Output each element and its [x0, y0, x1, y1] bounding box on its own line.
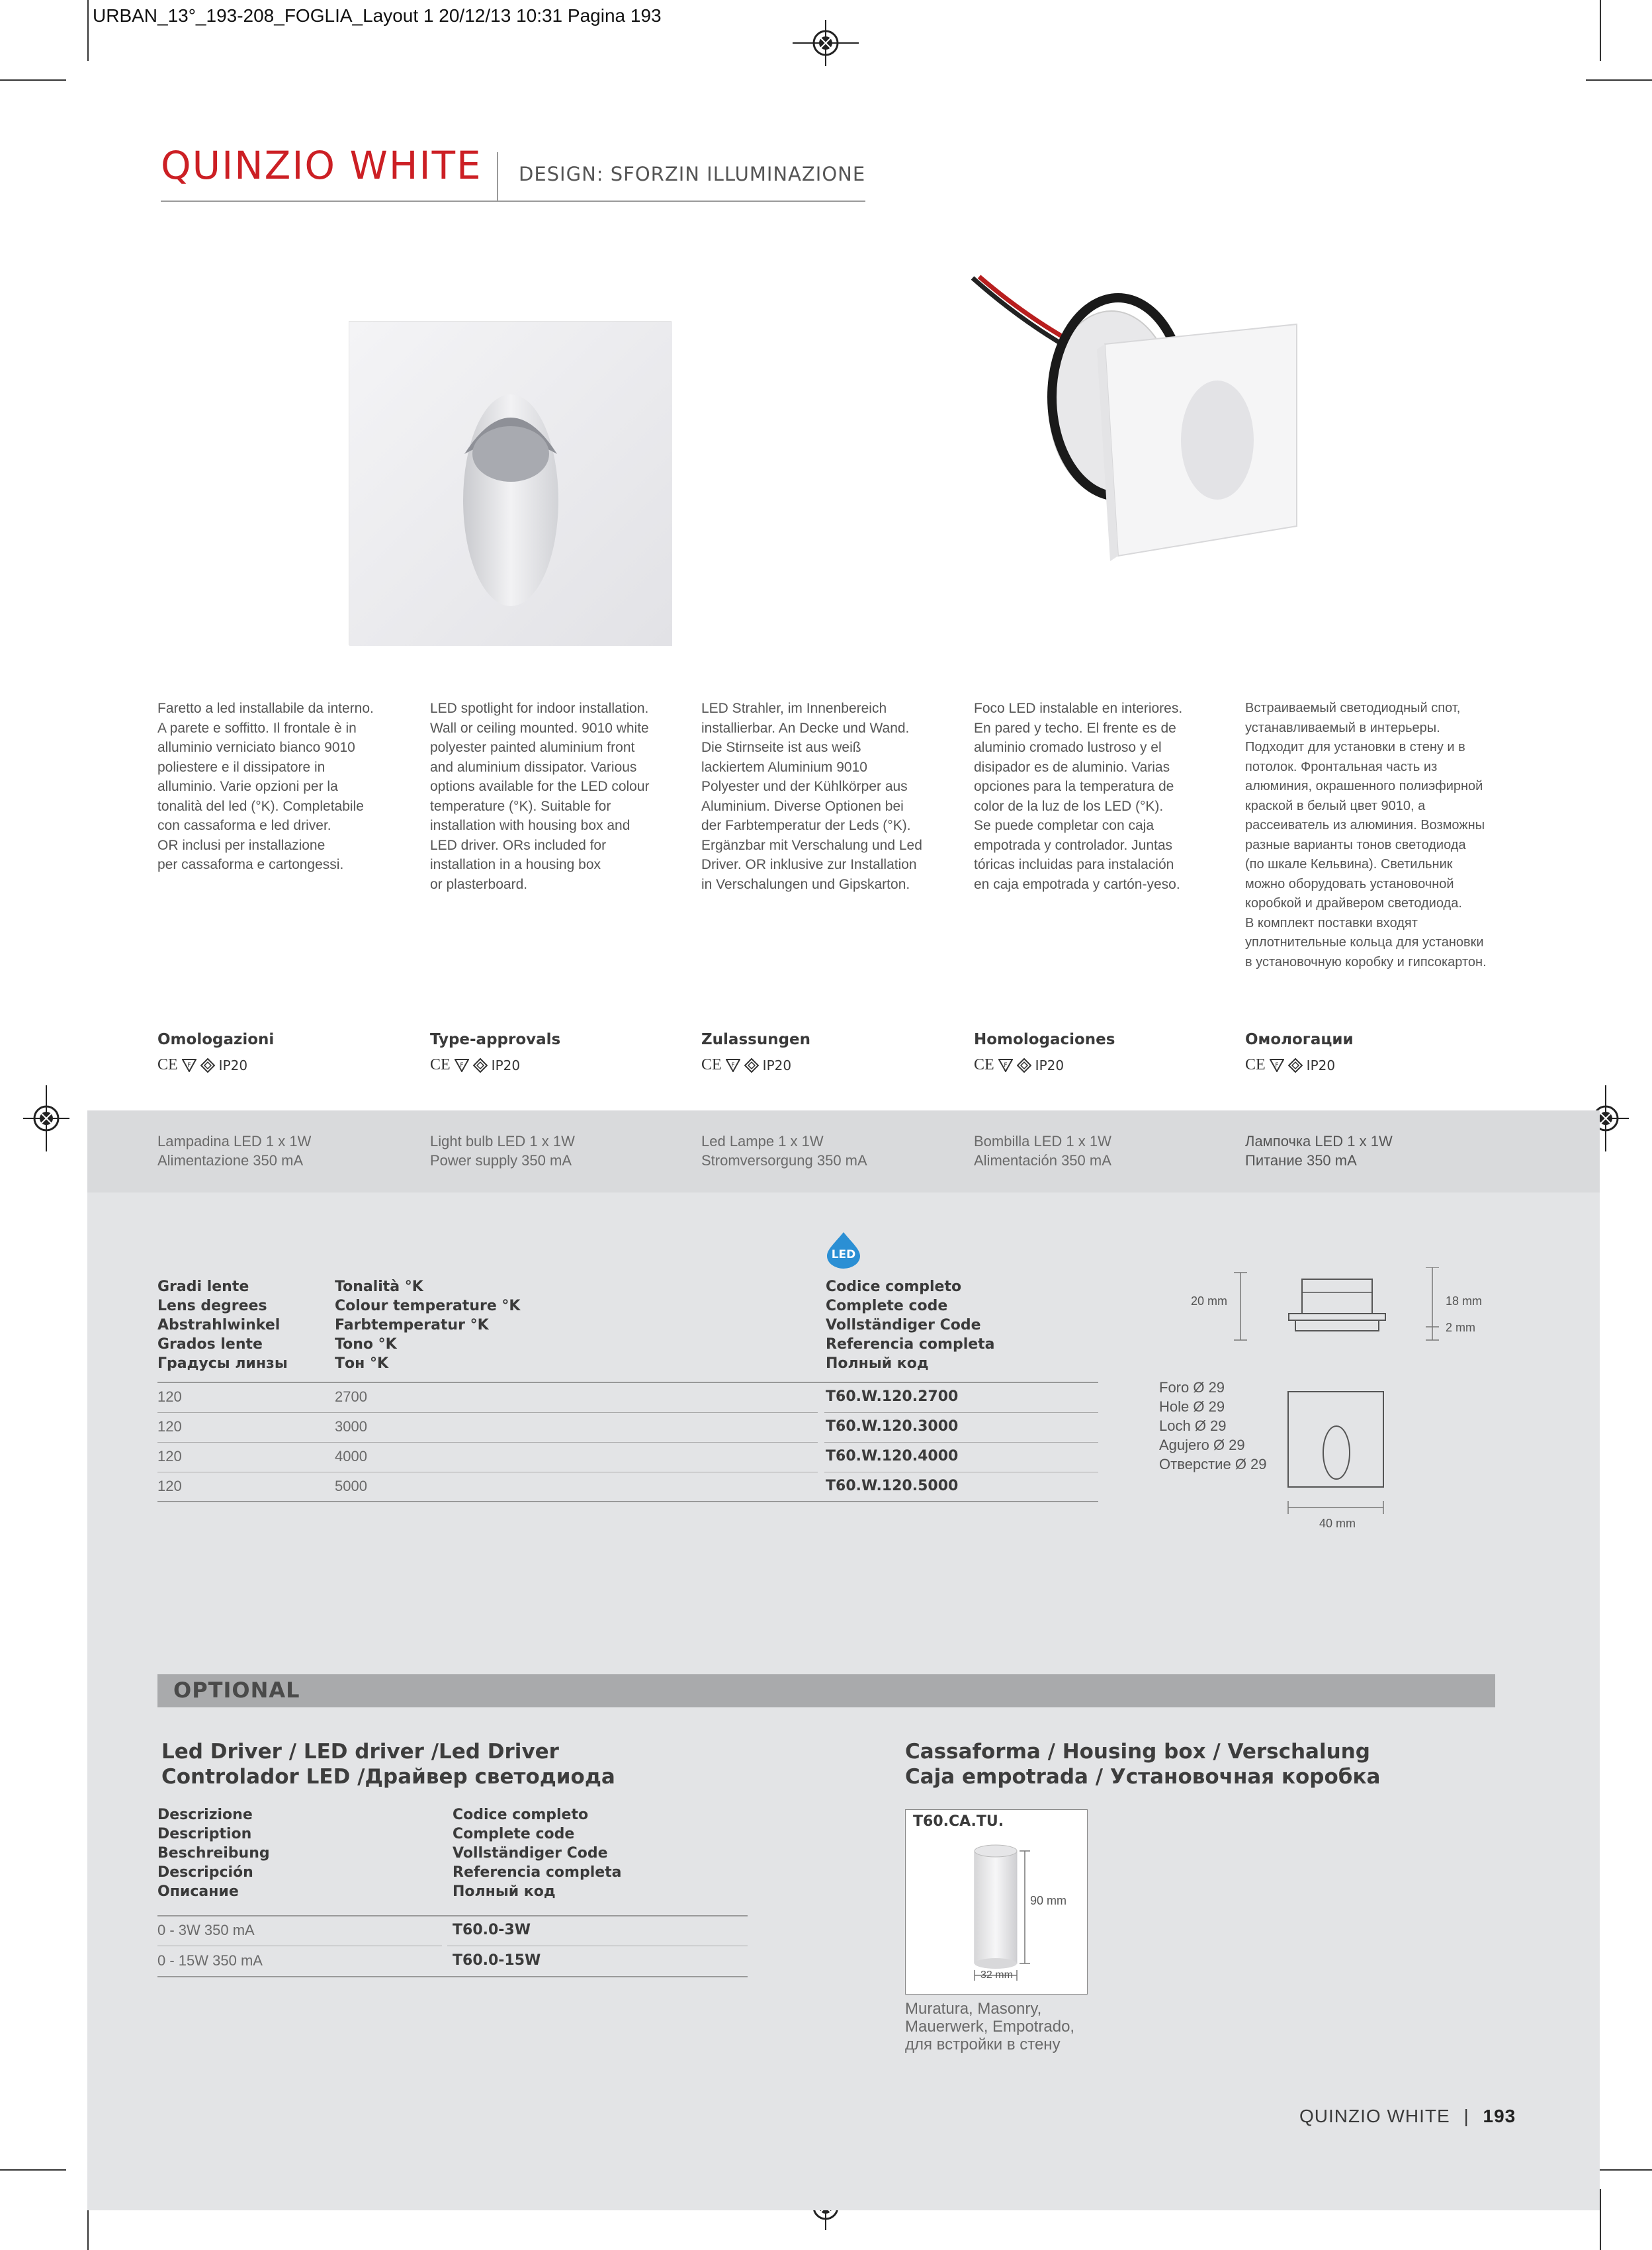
- power-supply-en: Light bulb LED 1 x 1W Power supply 350 mA: [430, 1133, 575, 1169]
- class-ii-icon: [200, 1058, 215, 1073]
- class-ii-icon: [1017, 1058, 1031, 1073]
- cell-temperature: 4000: [335, 1448, 367, 1464]
- ip-rating: IP20: [491, 1057, 521, 1073]
- housing-width: 32 mm: [980, 1969, 1013, 1981]
- description-it: Faretto a led installabile da interno. A parete e soffitto. Il frontale è in alluminio verniciato bianco 9010 poliestere e il dissipatore in alluminio. Varie opzioni per la tonalità del led (°K). Completabile con cassaforma e led driver. OR inclusi per installazione per cassaforma e cartongessi.: [157, 701, 374, 872]
- svg-text:F: F: [460, 1061, 464, 1069]
- power-supply-es: Bombilla LED 1 x 1W Alimentación 350 mA: [974, 1133, 1111, 1169]
- hole-dimension: Foro Ø 29 Hole Ø 29 Loch Ø 29 Agujero Ø 29 Отверстие Ø 29: [1159, 1379, 1267, 1472]
- f-mark-icon: [998, 1059, 1013, 1072]
- f-mark-icon: [1270, 1059, 1284, 1072]
- driver-code: T60.0-15W: [453, 1952, 541, 1969]
- f-mark-icon: [726, 1059, 740, 1072]
- page-number: 193: [1483, 2106, 1516, 2126]
- led-driver-title: Led Driver / LED driver /Led Driver Controlador LED /Драйвер светодиода: [161, 1740, 615, 1789]
- optional-bar: [157, 1674, 1495, 1707]
- housing-box-title: Cassaforma / Housing box / Verschalung Caja empotrada / Установочная коробка: [905, 1740, 1381, 1789]
- cell-temperature: 2700: [335, 1388, 367, 1405]
- row-divider: [824, 1442, 1098, 1443]
- homologation-label: Zulassungen: [701, 1031, 811, 1048]
- f-mark-icon: [455, 1059, 469, 1072]
- table-row: [157, 1478, 1098, 1507]
- slug-line: URBAN_13°_193-208_FOGLIA_Layout 1 20/12/13 10:31 Pagina 193: [93, 5, 662, 26]
- dimension-height-front: 2 mm: [1446, 1321, 1475, 1334]
- homologation-marks: [974, 1056, 1115, 1074]
- driver-code: T60.0-3W: [453, 1922, 531, 1938]
- dimension-width: 40 mm: [1319, 1517, 1356, 1530]
- table-bottom-rule: [157, 1501, 1098, 1502]
- class-ii-icon: [473, 1058, 488, 1073]
- table-row: [157, 1448, 1098, 1477]
- cell-temperature: 5000: [335, 1478, 367, 1494]
- svg-text:F: F: [1004, 1061, 1008, 1069]
- homologation-marks: [1245, 1056, 1354, 1074]
- crop-mark: [0, 79, 66, 81]
- homologation-marks: [430, 1056, 560, 1074]
- driver-header-rule: [157, 1915, 748, 1916]
- homologation-block: [974, 1031, 1115, 1074]
- row-divider: [157, 1412, 818, 1413]
- title-rule: [161, 201, 865, 202]
- led-badge: [826, 1231, 861, 1269]
- product-photo-front: [349, 321, 672, 645]
- table-row: [157, 1418, 1098, 1447]
- homologation-label: Type-approvals: [430, 1031, 561, 1048]
- header-lens-degrees: Gradi lente Lens degrees Abstrahlwinkel Grados lente Градусы линзы: [157, 1279, 288, 1372]
- cell-code: T60.W.120.4000: [826, 1448, 959, 1464]
- ce-mark: CE: [430, 1056, 451, 1073]
- power-supply-de: Led Lampe 1 x 1W Stromversorgung 350 mA: [701, 1133, 867, 1169]
- cell-code: T60.W.120.2700: [826, 1388, 959, 1405]
- product-photo-side: [953, 265, 1383, 596]
- homologation-block: [701, 1031, 810, 1074]
- registration-mark-icon: [793, 20, 859, 66]
- homologation-label: Омологации: [1245, 1031, 1354, 1048]
- driver-header-code: Codice completo Complete code Vollständiger Code Referencia completa Полный код: [453, 1807, 622, 1900]
- housing-height: 90 mm: [1030, 1894, 1067, 1907]
- table-row: [157, 1388, 1098, 1418]
- cell-code: T60.W.120.5000: [826, 1478, 959, 1494]
- homologation-label: Omologazioni: [157, 1031, 275, 1048]
- f-mark-icon: [182, 1059, 196, 1072]
- power-supply-it: Lampadina LED 1 x 1W Alimentazione 350 mA: [157, 1133, 312, 1169]
- table-header-rule: [157, 1382, 1098, 1383]
- homologation-block: [1245, 1031, 1354, 1074]
- ip-rating: IP20: [218, 1057, 248, 1073]
- header-colour-temperature: Tonalità °K Colour temperature °K Farbtemperatur °K Tono °K Тон °K: [335, 1279, 521, 1372]
- description-ru: Встраиваемый светодиодный спот, устанавливаемый в интерьеры. Подходит для установки в стену и в потолок. Фронтальная часть из алюминия, окрашенного полиэфирной краской в белый цвет 9010, а рассеиватель из алюминия. Возможны разные варианты тонов светодиода (по шкале Кельвина). Светильник можно оборудовать установочной коробкой и драйвером светодиода. В комплект поставки входят уплотнительные кольца для установки в установочную коробку и гипсокартон.: [1245, 701, 1487, 969]
- svg-text:F: F: [1275, 1061, 1279, 1069]
- ip-rating: IP20: [1306, 1057, 1336, 1073]
- crop-mark: [1586, 79, 1652, 81]
- housing-code: T60.CA.TU.: [913, 1813, 1004, 1830]
- driver-header-description: Descrizione Description Beschreibung Descripción Описание: [157, 1807, 270, 1900]
- homologation-block: [430, 1031, 560, 1074]
- driver-bottom-rule: [157, 1976, 748, 1977]
- cell-code: T60.W.120.3000: [826, 1418, 959, 1435]
- description-de: LED Strahler, im Innenbereich installierbar. An Decke und Wand. Die Stirnseite ist aus weiß lackiertem Aluminium 9010 Polyester und der Kühlkörper aus Aluminium. Diverse Optionen bei der Farbtemperatur der Leds (°K). Ergänzbar mit Verschalung und Led Driver. OR inklusive zur Installation in Verschalungen und Gipskarton.: [701, 701, 922, 892]
- registration-mark-icon: [23, 1085, 69, 1151]
- masonry-note: Muratura, Masonry, Mauerwerk, Empotrado, для встройки в стену: [905, 2000, 1075, 2053]
- ce-mark: CE: [157, 1056, 178, 1073]
- svg-text:F: F: [731, 1061, 735, 1069]
- product-title: QUINZIO WHITE: [161, 143, 482, 188]
- homologation-label: Homologaciones: [974, 1031, 1115, 1048]
- description-es: Foco LED instalable en interiores. En pared y techo. El frente es de aluminio cromado lustroso y el disipador es de aluminio. Varias opciones para la temperatura de color de la luz de los LED (°K). Se puede completar con caja empotrada y controlador. Juntas tóricas incluidas para instalación en caja empotrada y cartón-yeso.: [974, 701, 1183, 892]
- power-supply-ru: Лампочка LED 1 x 1W Питание 350 mA: [1245, 1133, 1393, 1169]
- cell-lens: 120: [157, 1418, 182, 1435]
- description-en: LED spotlight for indoor installation. Wall or ceiling mounted. 9010 white polyester painted aluminium front and aluminium dissipator. Various options available for the LED colour temperature (°K). Suitable for installation with housing box and LED driver. ORs included for installation in a housing box or plasterboard.: [430, 701, 650, 892]
- title-divider: [497, 152, 498, 201]
- dimension-height-body: 18 mm: [1446, 1294, 1483, 1308]
- header-complete-code: Codice completo Complete code Vollständiger Code Referencia completa Полный код: [826, 1279, 995, 1372]
- ce-mark: CE: [1245, 1056, 1266, 1073]
- page-footer: [1299, 2106, 1516, 2127]
- ip-rating: IP20: [762, 1057, 792, 1073]
- dimension-height-total: 20 mm: [1191, 1294, 1228, 1308]
- driver-desc: 0 - 15W 350 mA: [157, 1952, 263, 1969]
- class-ii-icon: [1288, 1058, 1303, 1073]
- cell-lens: 120: [157, 1388, 182, 1405]
- crop-mark: [1600, 0, 1601, 61]
- crop-mark: [0, 2169, 66, 2171]
- ip-rating: IP20: [1035, 1057, 1065, 1073]
- footer-product-name: QUINZIO WHITE: [1299, 2106, 1450, 2126]
- side-dimension-drawing: [1178, 1267, 1456, 1353]
- class-ii-icon: [744, 1058, 759, 1073]
- footer-separator: |: [1463, 2106, 1469, 2126]
- driver-desc: 0 - 3W 350 mA: [157, 1922, 255, 1938]
- optional-label: OPTIONAL: [173, 1678, 300, 1703]
- svg-text:F: F: [187, 1061, 191, 1069]
- crop-mark: [87, 0, 89, 61]
- homologation-block: [157, 1031, 274, 1074]
- crop-mark: [1600, 2189, 1601, 2250]
- row-divider: [157, 1442, 818, 1443]
- homologation-marks: [157, 1056, 274, 1074]
- ce-mark: CE: [974, 1056, 994, 1073]
- homologation-marks: [701, 1056, 810, 1074]
- cell-temperature: 3000: [335, 1418, 367, 1435]
- designer-label: DESIGN: SFORZIN ILLUMINAZIONE: [519, 163, 866, 185]
- row-divider: [824, 1412, 1098, 1413]
- cell-lens: 120: [157, 1478, 182, 1494]
- cell-lens: 120: [157, 1448, 182, 1464]
- led-badge-label: LED: [831, 1248, 856, 1261]
- ce-mark: CE: [701, 1056, 722, 1073]
- front-dimension-drawing: [1280, 1388, 1399, 1521]
